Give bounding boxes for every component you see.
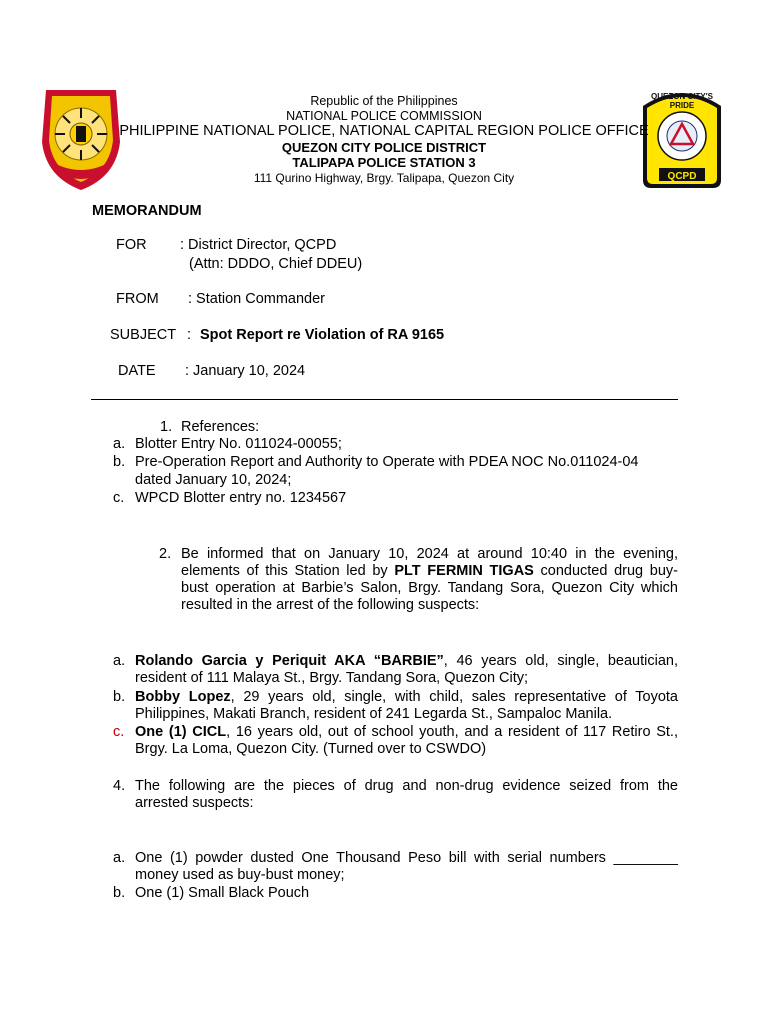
suspect-name-b: Bobby Lopez bbox=[135, 689, 231, 705]
subject-label: SUBJECT bbox=[110, 327, 177, 343]
memo-title: MEMORANDUM bbox=[92, 203, 202, 219]
reference-marker-c: c. bbox=[113, 490, 125, 506]
para4-number: 4. bbox=[113, 778, 126, 794]
references-heading: References: bbox=[181, 419, 260, 435]
date-value: : January 10, 2024 bbox=[185, 363, 306, 379]
header-napolcom: NATIONAL POLICE COMMISSION bbox=[286, 109, 482, 123]
para2-number: 2. bbox=[159, 546, 172, 562]
suspect-name-c: One (1) CICL bbox=[135, 724, 227, 740]
para2-body bbox=[181, 546, 678, 614]
memo-divider bbox=[91, 399, 678, 400]
reference-marker-b: b. bbox=[113, 454, 126, 470]
header-qcpd: QUEZON CITY POLICE DISTRICT bbox=[281, 140, 487, 155]
header-station: TALIPAPA POLICE STATION 3 bbox=[292, 155, 476, 170]
from-label: FROM bbox=[116, 291, 159, 307]
qcpd-badge-pride: PRIDE bbox=[669, 101, 695, 110]
qcpd-badge-acronym: QCPD bbox=[667, 171, 697, 182]
header-address: 111 Qurino Highway, Brgy. Talipapa, Quezon City bbox=[253, 171, 515, 185]
evidence-marker-b: b. bbox=[113, 885, 126, 901]
para2-line4: resulted in the arrest of the following suspects: bbox=[181, 597, 480, 613]
reference-item-a: Blotter Entry No. 011024-00055; bbox=[135, 436, 342, 452]
evidence-item-b: One (1) Small Black Pouch bbox=[135, 885, 310, 901]
suspect-marker-a: a. bbox=[113, 653, 126, 669]
from-value: : Station Commander bbox=[188, 291, 326, 307]
suspect-marker-c: c. bbox=[113, 724, 125, 740]
officer-name: PLT FERMIN TIGAS bbox=[394, 563, 534, 579]
evidence-item-a: One (1) powder dusted One Thousand Peso bill with serial numbers ________ money used as buy-bust money; bbox=[135, 850, 678, 883]
qcpd-badge-title: QUEZON CITY'S bbox=[651, 92, 713, 101]
references-number: 1. bbox=[160, 419, 173, 435]
suspect-name-a: Rolando Garcia y Periquit AKA “BARBIE” bbox=[135, 653, 444, 669]
header-republic: Republic of the Philippines bbox=[310, 94, 458, 108]
para4-body: The following are the pieces of drug and non-drug evidence seized from the arrested suspects: bbox=[135, 778, 678, 811]
for-value: : District Director, QCPD bbox=[180, 237, 337, 253]
reference-item-b-line1: Pre-Operation Report and Authority to Operate with PDEA NOC No.011024-04 bbox=[135, 454, 639, 470]
suspect-item-b: Bobby Lopez, 29 years old, single, with child, sales representative of Toyota Philippines, Makati Branch, resident of 241 Legarda St., Sampaloc Manila. bbox=[135, 689, 678, 722]
subject-value: Spot Report re Violation of RA 9165 bbox=[200, 327, 445, 343]
reference-item-b-line2: dated January 10, 2024; bbox=[135, 472, 292, 488]
subject-colon: : bbox=[187, 327, 192, 343]
suspect-item-a: Rolando Garcia y Periquit AKA “BARBIE”, 46 years old, single, beautician, resident of 111 Malaya St., Brgy. Tandang Sora, Quezon City; bbox=[135, 653, 678, 686]
para2-line3: bust operation at Barbie’s Salon, Brgy. Tandang Sora, Quezon City which bbox=[181, 580, 678, 596]
reference-marker-a: a. bbox=[113, 436, 126, 452]
header-pnp-ncrpo: PHILIPPINE NATIONAL POLICE, NATIONAL CAPITAL REGION POLICE OFFICE bbox=[119, 123, 649, 139]
for-label: FOR bbox=[116, 237, 147, 253]
para2-line1: Be informed that on January 10, 2024 at around 10:40 in the evening, bbox=[181, 546, 678, 562]
for-attn: (Attn: DDDO, Chief DDEU) bbox=[189, 256, 363, 272]
evidence-marker-a: a. bbox=[113, 850, 126, 866]
suspect-item-c: One (1) CICL, 16 years old, out of school youth, and a resident of 117 Retiro St., Brgy. La Loma, Quezon City. (Turned over to CSWDO) bbox=[135, 724, 678, 757]
suspect-marker-b: b. bbox=[113, 689, 126, 705]
para2-line2: elements of this Station led by PLT FERMIN TIGAS conducted drug buy- bbox=[181, 563, 678, 579]
date-label: DATE bbox=[118, 363, 156, 379]
reference-item-c: WPCD Blotter entry no. 1234567 bbox=[135, 490, 347, 506]
